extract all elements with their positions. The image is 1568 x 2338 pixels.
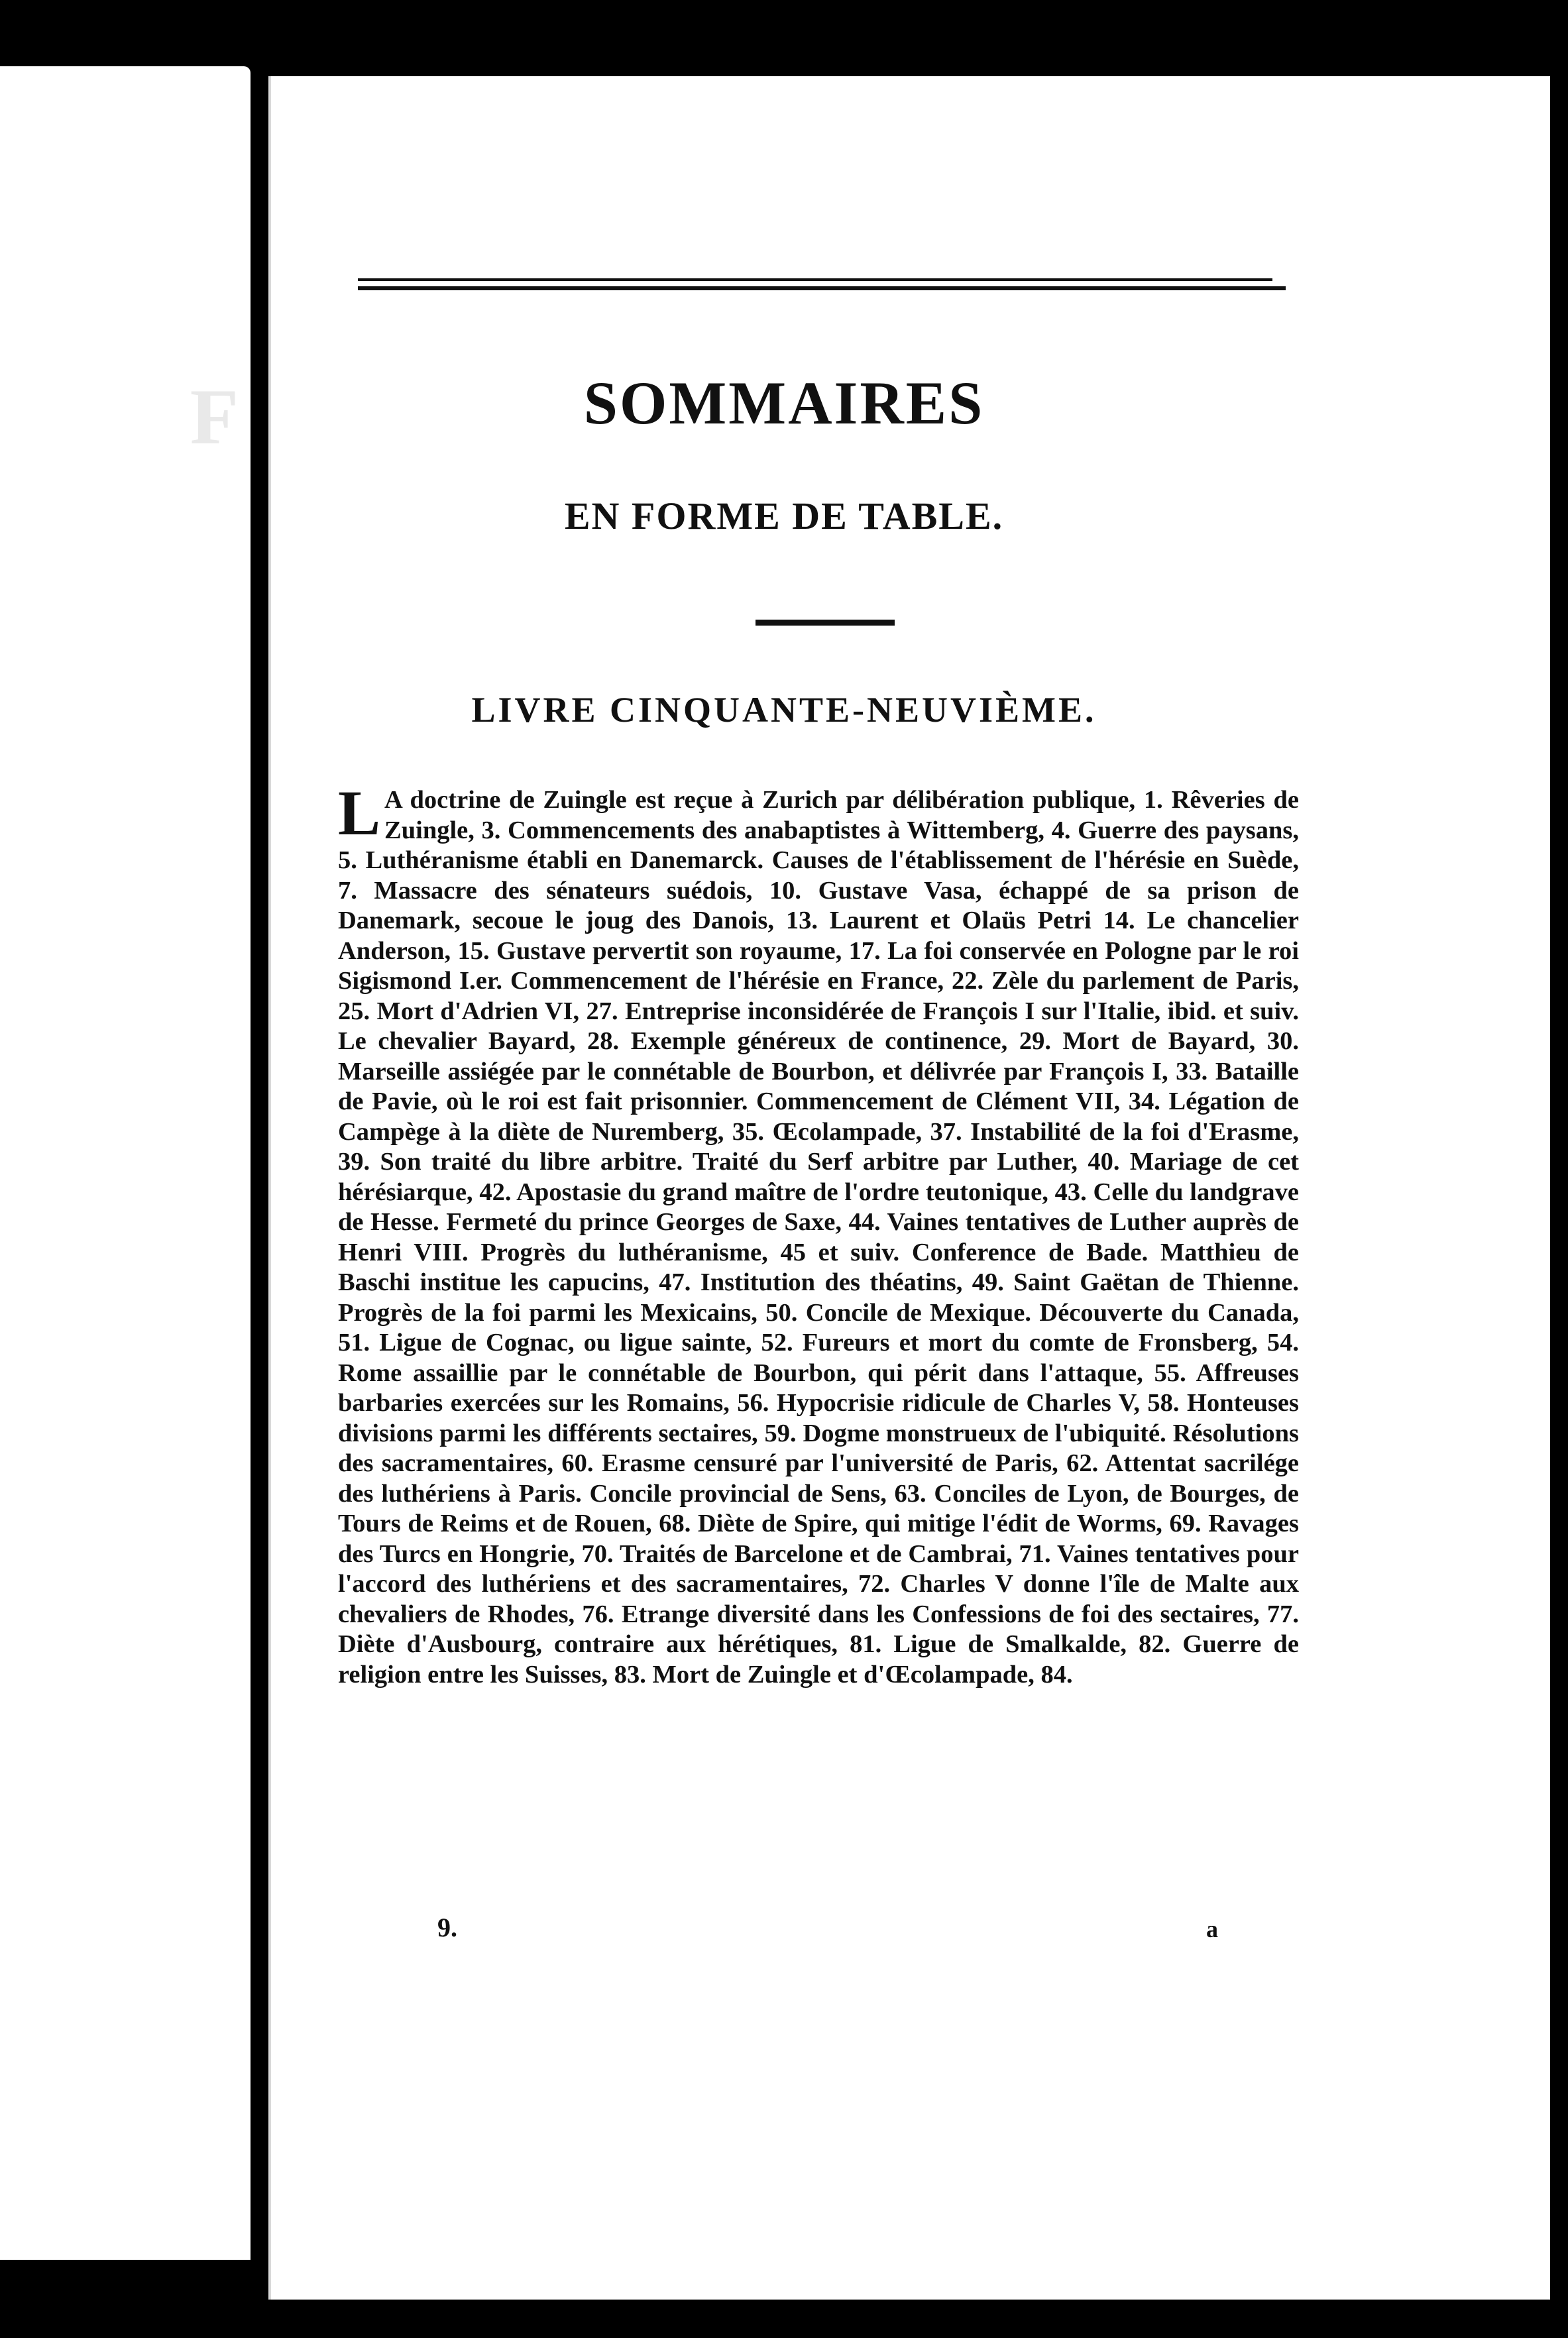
- header-double-rule: [358, 278, 1299, 293]
- summary-text: A doctrine de Zuingle est reçue à Zurich par délibération publique, 1. Rêveries de Zuingle, 3. Commencements des anabaptistes à Wittemberg, 4. Guerre des paysans, 5. Luthéranisme établi en Danemarck. Causes de l'établissement de l'hérésie en Suède, 7. Massacre des sénateurs suédois, 10. Gustave Vasa, échappé de sa prison de Danemark, secoue le joug des Danois, 13. Laurent et Olaüs Petri 14. Le chancelier Anderson, 15. Gustave pervertit son royaume, 17. La foi conservée en Pologne par le roi Sigismond I.er. Commencement de l'hérésie en France, 22. Zèle du parlement de Paris, 25. Mort d'Adrien VI, 27. Entreprise inconsidérée de François I sur l'Italie, ibid. et suiv. Le chevalier Bayard, 28. Exemple généreux de continence, 29. Mort de Bayard, 30. Marseille assiégée par le connétable de Bourbon, et délivrée par François I, 33. Bataille de Pavie, où le roi est fait prisonnier. Commencement de Clément VII, 34. Légation de Campège à la diète de Nuremberg, 35. Œcolampade, 37. Instabilité de la foi d'Erasme, 39. Son traité du libre arbitre. Traité du Serf arbitre par Luther, 40. Mariage de cet hérésiarque, 42. Apostasie du grand maître de l'ordre teutonique, 43. Celle du landgrave de Hesse. Fermeté du prince Georges de Saxe, 44. Vaines tentatives de Luther auprès de Henri VIII. Progrès du luthéranisme, 45 et suiv. Conference de Bade. Matthieu de Baschi institue les capucins, 47. Institution des théatins, 49. Saint Gaëtan de Thienne. Progrès de la foi parmi les Mexicains, 50. Concile de Mexique. Découverte du Canada, 51. Ligue de Cognac, ou ligue sainte, 52. Fureurs et mort du comte de Fronsberg, 54. Rome assaillie par le connétable de Bourbon, qui périt dans l'attaque, 55. Affreuses barbaries exercées sur les Romains, 56. Hypocrisie ridicule de Charles V, 58. Honteuses divisions parmi les différents sectaires, 59. Dogme monstrueux de l'ubiquité. Résolutions des sacramentaires, 60. Erasme censuré par l'université de Paris, 62. Attentat sacrilége des luthériens à Paris. Concile provincial de Sens, 63. Conciles de Lyon, de Bourges, de Tours de Reims et de Rouen, 68. Diète de Spire, qui mitige l'édit de Worms, 69. Ravages des Turcs en Hongrie, 70. Traités de Barcelone et de Cambrai, 71. Vaines tentatives pour l'accord des luthériens et des sacramentaires, 72. Charles V donne l'île de Malte aux chevaliers de Rhodes, 76. Etrange diversité dans les Confessions de foi des sectaires, 77. Diète d'Ausbourg, contraire aux hérétiques, 81. Ligue de Smalkalde, 82. Guerre de religion entre les Suisses, 83. Mort de Zuingle et d'Œcolampade, 84.: [338, 786, 1299, 1689]
- signature-mark: a: [1206, 1916, 1218, 1942]
- book-heading: LIVRE CINQUANTE-NEUVIÈME.: [471, 690, 1097, 730]
- bleed-through-text: F: [190, 372, 239, 461]
- page-title: SOMMAIRES: [583, 369, 985, 437]
- printer-signature: 9.: [437, 1913, 457, 1942]
- page-subtitle: EN FORME DE TABLE.: [564, 494, 1004, 537]
- drop-cap: L: [338, 777, 381, 848]
- summary-paragraph: [338, 777, 1299, 1690]
- section-divider: [756, 620, 895, 626]
